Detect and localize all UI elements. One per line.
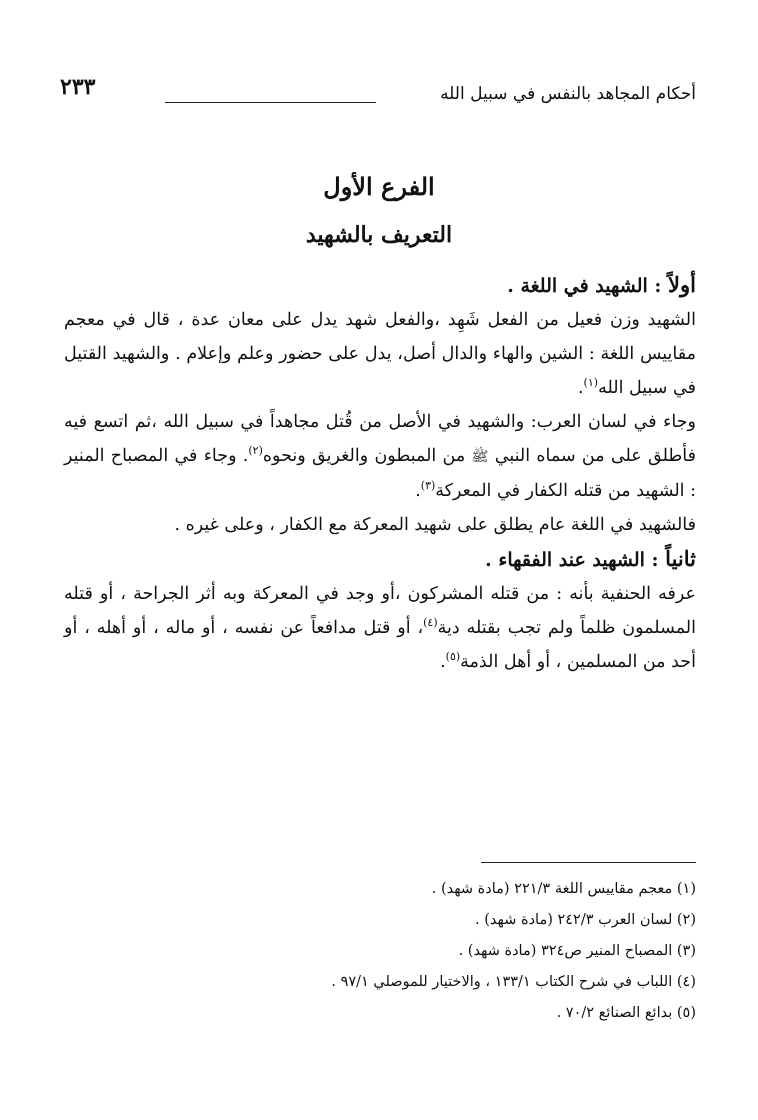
footnote-marker-2: (٢) — [248, 444, 263, 458]
paragraph-hanafi — [64, 577, 696, 679]
section-subtitle: التعريف بالشهيد — [305, 222, 453, 248]
footnote-marker-5: (٥) — [445, 650, 461, 664]
footnote-marker-4: (٤) — [423, 616, 438, 630]
paragraph-end: . — [577, 378, 584, 398]
page-number: ٢٣٣ — [60, 74, 96, 100]
footnote-marker-1: (١) — [583, 376, 599, 390]
footnote-1: (١) معجم مقاييس اللغة ٢٢١/٣ (مادة شهد) . — [431, 881, 696, 897]
heading-lead: أولاً — [668, 272, 696, 297]
paragraph-text: الشهيد وزن فعيل من الفعل شَهِد ،والفعل شهد يدل على معان عدة ، قال في معجم مقاييس اللغة : الشين والهاء والدال أصل، يدل على حضور وعلم وإعلام . والشهيد القتيل في سبيل الله — [64, 310, 696, 398]
paragraph-text: ، أو قتل مدافعاً عن نفسه ، أو ماله ، أو أهله ، أو أحد من المسلمين ، أو أهل الذمة — [64, 618, 696, 672]
footnote-2: (٢) لسان العرب ٢٤٢/٣ (مادة شهد) . — [475, 912, 696, 928]
body-text — [64, 268, 696, 679]
footnote-marker-3: (٣) — [420, 479, 436, 493]
paragraph-text: عرفه الحنفية بأنه : من قتله المشركون ،أو وجد في المعركة وبه أثر الجراحة ، أو قتله المسلمون ظلماً ولم تجب بقتله دية — [64, 584, 696, 638]
paragraph-summary: فالشهيد في اللغة عام يطلق على شهيد المعركة مع الكفار ، وعلى غيره . — [174, 515, 696, 535]
section-title: الفرع الأول — [323, 172, 435, 201]
heading-jurists — [64, 542, 696, 577]
paragraph-definition — [64, 303, 696, 405]
footnote-3: (٣) المصباح المنير ص٣٢٤ (مادة شهد) . — [458, 943, 696, 959]
paragraph-text: . وجاء في المصباح المنير : الشهيد من قتله الكفار في المعركة — [64, 446, 696, 501]
footnotes — [60, 874, 696, 1029]
running-title: أحكام المجاهد بالنفس في سبيل الله — [440, 84, 696, 104]
heading-lead: ثانياً — [665, 546, 696, 571]
paragraph-text: من المبطون والغريق ونحوه — [262, 446, 466, 466]
footnote-4: (٤) اللباب في شرح الكتاب ١٣٣/١ ، والاختيار للموصلي ٩٧/١ . — [331, 974, 696, 990]
salawat-glyph: ﷺ — [471, 449, 489, 465]
heading-linguistic — [64, 268, 696, 303]
footnote-5: (٥) بدائع الصنائع ٧٠/٢ . — [556, 1005, 696, 1021]
paragraph-lisan — [64, 405, 696, 508]
paragraph-text: وجاء في لسان العرب: والشهيد في الأصل من قُتل مجاهداً في سبيل الله ،ثم اتسع فيه فأطلق على من سماه النبي — [64, 412, 696, 466]
heading-rest: : الشهيد عند الفقهاء . — [485, 549, 659, 571]
header-rule — [165, 102, 376, 103]
footnote-rule — [481, 862, 696, 863]
heading-rest: : الشهيد في اللغة . — [507, 275, 662, 297]
paragraph-end: . — [415, 481, 421, 501]
page-header — [60, 74, 696, 110]
paragraph-end: . — [440, 652, 446, 672]
